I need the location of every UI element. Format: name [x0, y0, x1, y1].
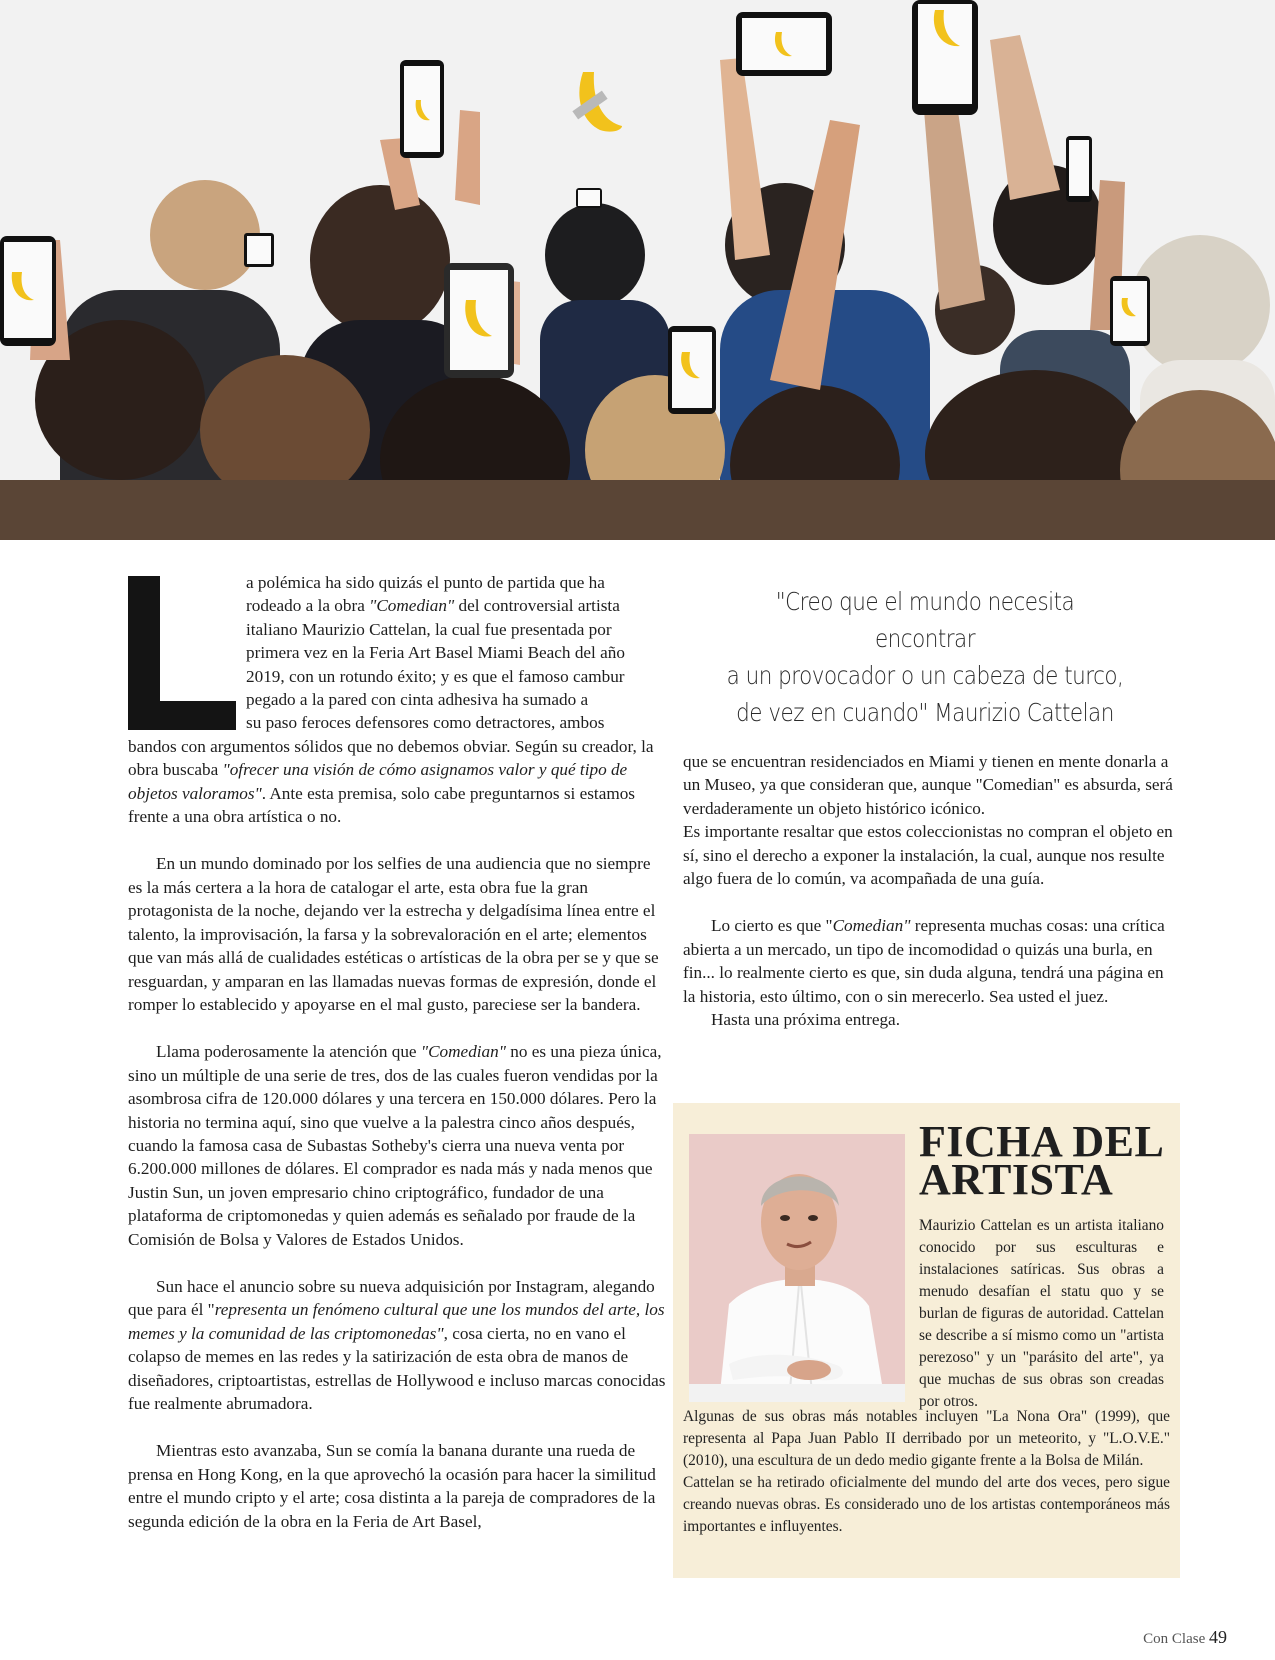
paragraph-sale: Llama poderosamente la atención que "Comedian" no es una pieza única, sino un múltiple de una serie de tres, dos de las cuales fueron vendidas por la asombrosa cifra de 120.000 dólares y una tercera en 150.000 dólares. Pero la historia no termina aquí, sino que vuelve a la palestra cinco años después, cuando la famosa casa de Subastas Sotheby's cierra una nueva venta por 6.200.000 millones de dólares. El comprador es nada más y nada menos que Justin Sun, un joven empresario chino criptográfico, fundador de una plataforma de criptomonedas y quien además es señalado por fraude de la Comisión de Bolsa y Valores de Estados Unidos. [128, 1042, 662, 1249]
artist-profile-box [673, 1103, 1180, 1578]
intro-line: primera vez en la Feria Art Basel Miami Beach del año [246, 643, 625, 663]
phone-icon [444, 263, 514, 378]
hero-photo [0, 0, 1275, 540]
intro-line: a polémica ha sido quizás el punto de partida que ha [246, 573, 605, 592]
pull-quote-line: a un provocador o un cabeza de turco, [726, 661, 1124, 690]
page-number: 49 [1209, 1627, 1227, 1647]
artist-profile-title: FICHA DEL ARTISTA [919, 1117, 1165, 1204]
intro-continuation: bandos con argumentos sólidos que no debemos obviar. Según su creador, la obra buscaba "ofrecer una visión de cómo asignamos valor y qué tipo de objetos valoramos". Ante esta premisa, solo cabe preguntarnos si estamos frente a una obra artística o no. [128, 736, 654, 827]
pull-quote-line: de vez en cuando" Maurizio Cattelan [736, 698, 1114, 727]
intro-line: 2019, con un rotundo éxito; y es que el famoso cambur [246, 666, 625, 686]
crowd-phones-illustration [0, 0, 1275, 540]
artist-profile-intro: Maurizio Cattelan es un artista italiano conocido por sus esculturas e instalaciones satíricas. Sus obras a menudo desafían el statu quo y se burlan de figuras de autoridad. Cattelan se describe a sí mismo como un "artista perezoso" y un "parásito del arte", ya que muchas de sus obras son creadas por otros. [919, 1217, 1164, 1410]
phone-icon [912, 0, 978, 115]
paragraph-farewell: Hasta una próxima entrega. [711, 1010, 900, 1030]
phone-icon [244, 233, 274, 267]
paragraph-selfies: En un mundo dominado por los selfies de una audiencia que no siempre es la más certera a la hora de catalogar el arte, esta obra fue la gran protagonista de la noche, dejando ver la estrecha y delgadísima línea entre el talento, la improvisación, la farsa y la sobrevaloración en el arte; elementos que van más allá de cualidades estéticas o artísticas de la obra per se y que se resguardan, y amparan en las llamadas nuevas formas de expresión, donde el romper lo establecido y apoyarse en el mal gusto, pareciese ser la bandera. [128, 854, 659, 1014]
paragraph-collectors: Es importante resaltar que estos coleccionistas no compran el objeto en sí, sino el derecho a exponer la instalación, la cual, aunque nos resulte algo fuera de lo común, va acompañada de una guía. [683, 822, 1173, 889]
intro-line: pegado a la pared con cinta adhesiva ha sumado a [246, 690, 589, 710]
phone-icon [1066, 136, 1092, 202]
article-left-column [128, 571, 669, 1533]
pull-quote-line: "Creo que el mundo necesita encontrar [775, 587, 1075, 653]
phone-icon [1110, 276, 1150, 346]
magazine-name: Con Clase [1143, 1631, 1206, 1647]
paragraph-continuation: que se encuentran residenciados en Miami y tienen en mente donarla a un Museo, ya que consideran que, aunque "Comedian" es absurda, será verdaderamente un objeto histórico icónico. [683, 752, 1173, 818]
phone-icon [668, 326, 716, 414]
phone-icon [400, 60, 444, 158]
intro-line: rodeado a la obra "Comedian" del controversial artista [246, 596, 620, 616]
dropcap-letter [128, 576, 236, 730]
artist-profile-details [683, 1406, 1170, 1538]
article-right-column [683, 750, 1175, 1031]
artist-retirement: Cattelan se ha retirado oficialmente del mundo del arte dos veces, pero sigue creando nuevas obras. Es considerado uno de los artistas contemporáneos más importantes e influyentes. [683, 1474, 1170, 1535]
portrait-illustration [689, 1134, 905, 1402]
phone-icon [576, 188, 602, 208]
artist-portrait [689, 1134, 905, 1402]
paragraph-instagram: Sun hace el anuncio sobre su nueva adquisición por Instagram, alegando que para él "representa un fenómeno cultural que une los mundos del arte, los memes y la comunidad de las criptomonedas", cosa cierta, no en vano el colapso de memes en las redes y la satirización de esta obra de manos de diseñadores, criptoartistas, estrellas de Hollywood e incluso marcas conocidas fue realmente abrumadora. [128, 1276, 666, 1413]
page-folio [1143, 1627, 1227, 1648]
intro-paragraph [128, 571, 669, 828]
paragraph-hong-kong: Mientras esto avanzaba, Sun se comía la banana durante una rueda de prensa en Hong Kong, en la que aprovechó la ocasión para hacer la similitud entre el mundo cripto y el arte; cosa distinta a la pareja de compradores de la segunda edición de la obra en la Feria de Art Basel, [128, 1441, 656, 1531]
phone-icon [736, 12, 832, 76]
artist-notable-works: Algunas de sus obras más notables incluyen "La Nona Ora" (1999), que representa al Papa Juan Pablo II derribado por un meteorito, y "L.O.V.E." (2010), una escultura de un dedo medio gigante frente a la Bolsa de Milán. [683, 1408, 1170, 1469]
paragraph-conclusion: Lo cierto es que "Comedian" representa muchas cosas: una crítica abierta a un mercado, un tipo de incomodidad o quizás una burla, en fin... lo realmente cierto es que, sin duda alguna, tendrá una página en la historia, esto último, con o sin merecerlo. Sea usted el juez. [683, 916, 1165, 1006]
pull-quote [723, 583, 1127, 731]
intro-line: italiano Maurizio Cattelan, la cual fue presentada por [246, 619, 612, 639]
intro-line: su paso feroces defensores como detractores, ambos [246, 713, 605, 733]
phone-icon [0, 236, 56, 346]
